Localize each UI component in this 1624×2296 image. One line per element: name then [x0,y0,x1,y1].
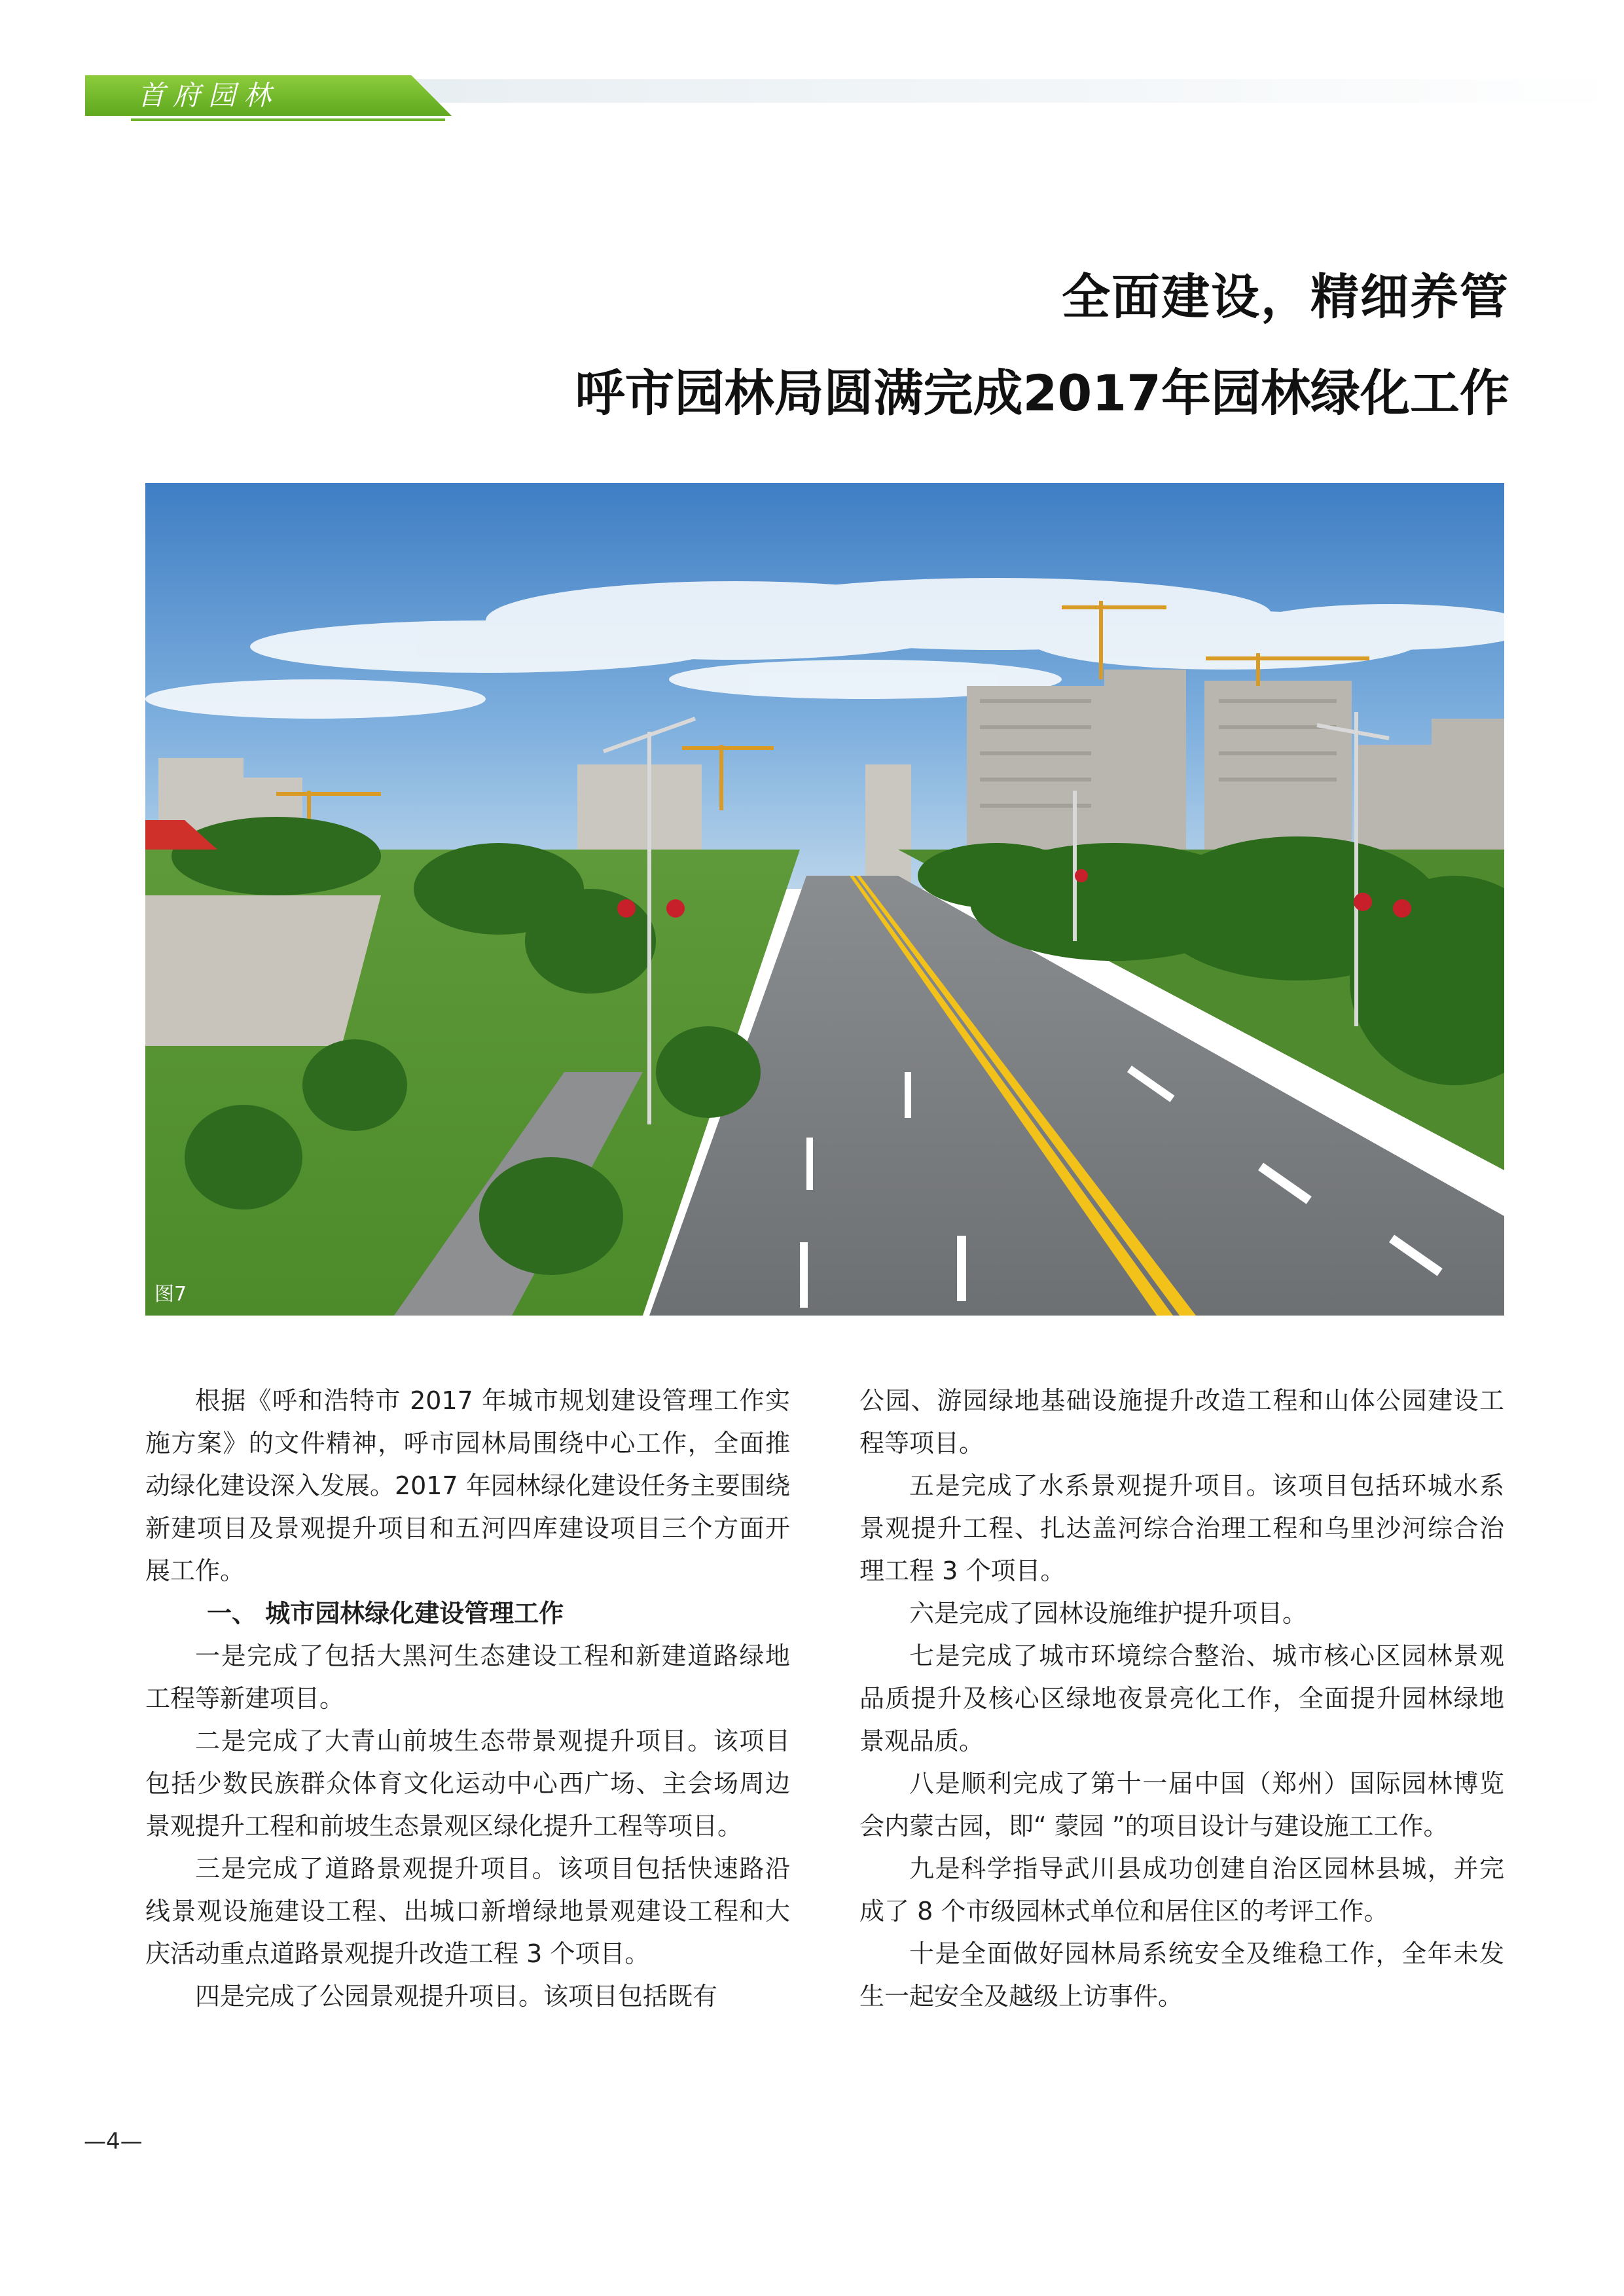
article-title-line2: 呼市园林局圆满完成2017年园林绿化工作 [575,364,1509,422]
paragraph: 六是完成了园林设施维护提升项目。 [909,1599,1308,1628]
paragraph: 四是完成了公园景观提升项目。该项目包括既有 [195,1982,718,2011]
paragraph: 五是完成了水系景观提升项目。该项目包括环城水系景观提升工程、扎达盖河综合治理工程和乌里沙河综合治理工程 3 个项目。 [859,1471,1504,1585]
paragraph: 一是完成了包括大黑河生态建设工程和新建道路绿地工程等新建项目。 [145,1641,790,1713]
section-label: 首府园林 [137,79,280,111]
section-header [0,75,1624,124]
paragraph: 二是完成了大青山前坡生态带景观提升项目。该项目包括少数民族群众体育文化运动中心西广场、主会场周边景观提升工程和前坡生态景观区绿化提升工程等项目。 [145,1727,790,1840]
paragraph: 九是科学指导武川县成功创建自治区园林县城，并完成了 8 个市级园林式单位和居住区的考评工作。 [859,1854,1504,1926]
page-number: —4— [84,2128,143,2155]
body-column-right [859,1380,1504,2018]
article-title-line1: 全面建设，精细养管 [1062,269,1509,325]
paragraph-continued: 公园、游园绿地基础设施提升改造工程和山体公园建设工程等项目。 [859,1386,1504,1458]
header-gradient-bar [367,79,1624,103]
paragraph: 七是完成了城市环境综合整治、城市核心区园林景观品质提升及核心区绿地夜景亮化工作，全面提升园林绿地景观品质。 [859,1641,1504,1755]
body-column-left [145,1380,790,2018]
article-photo [145,483,1504,1316]
paragraph: 十是全面做好园林局系统安全及维稳工作，全年未发生一起安全及越级上访事件。 [859,1939,1504,2011]
paragraph: 三是完成了道路景观提升项目。该项目包括快速路沿线景观设施建设工程、出城口新增绿地景观建设工程和大庆活动重点道路景观提升改造工程 3 个项目。 [145,1854,790,1968]
section-heading: 一、 城市园林绿化建设管理工作 [207,1599,564,1628]
paragraph: 八是顺利完成了第十一届中国（郑州）国际园林博览会内蒙古园，即“ 蒙园 ”的项目设计与建设施工工作。 [859,1769,1504,1840]
figure-label: 图7 [154,1283,187,1306]
header-underline [131,118,445,121]
street-scene-illustration [145,483,1504,1316]
paragraph: 根据《呼和浩特市 2017 年城市规划建设管理工作实施方案》的文件精神，呼市园林局围绕中心工作，全面推动绿化建设深入发展。2017 年园林绿化建设任务主要围绕新建项目及景观提升项目和五河四库建设项目三个方面开展工作。 [145,1386,790,1585]
